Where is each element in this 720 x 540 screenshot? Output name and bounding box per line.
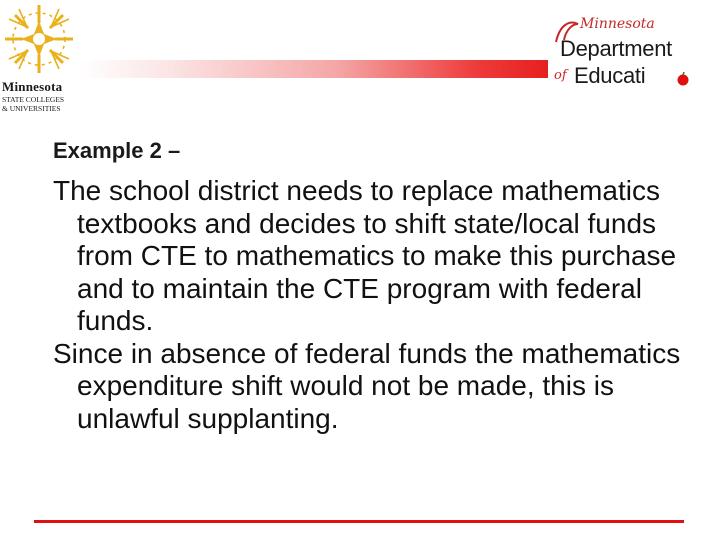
minnesota-state-colleges-logo bbox=[0, 0, 82, 120]
mde-education-text: Educati bbox=[574, 63, 646, 88]
mde-of-text: of bbox=[554, 68, 567, 83]
slide-body bbox=[53, 175, 703, 435]
sun-star-icon bbox=[2, 2, 76, 76]
bottom-divider bbox=[34, 520, 684, 523]
mde-script-text: Minnesota bbox=[580, 16, 655, 32]
apple-icon bbox=[676, 72, 690, 86]
mde-department-text: Department bbox=[560, 36, 672, 61]
msc-logo-name: Minnesota bbox=[2, 79, 63, 94]
msc-logo-subtitle-1: STATE COLLEGES bbox=[2, 95, 65, 104]
header-gradient-bar bbox=[80, 60, 548, 78]
example-title: Example 2 – bbox=[53, 138, 181, 163]
body-paragraph-1: The school district needs to replace mathematics textbooks and decides to shift state/local funds from CTE to mathematics to make this purchase and to maintain the CTE program with federal funds. bbox=[53, 175, 677, 336]
minnesota-department-of-education-logo bbox=[548, 14, 708, 94]
body-paragraph-2: Since in absence of federal funds the mathematics expenditure shift would not be made, this is unlawful supplanting. bbox=[53, 337, 681, 434]
msc-logo-subtitle-2: & UNIVERSITIES bbox=[2, 104, 61, 113]
